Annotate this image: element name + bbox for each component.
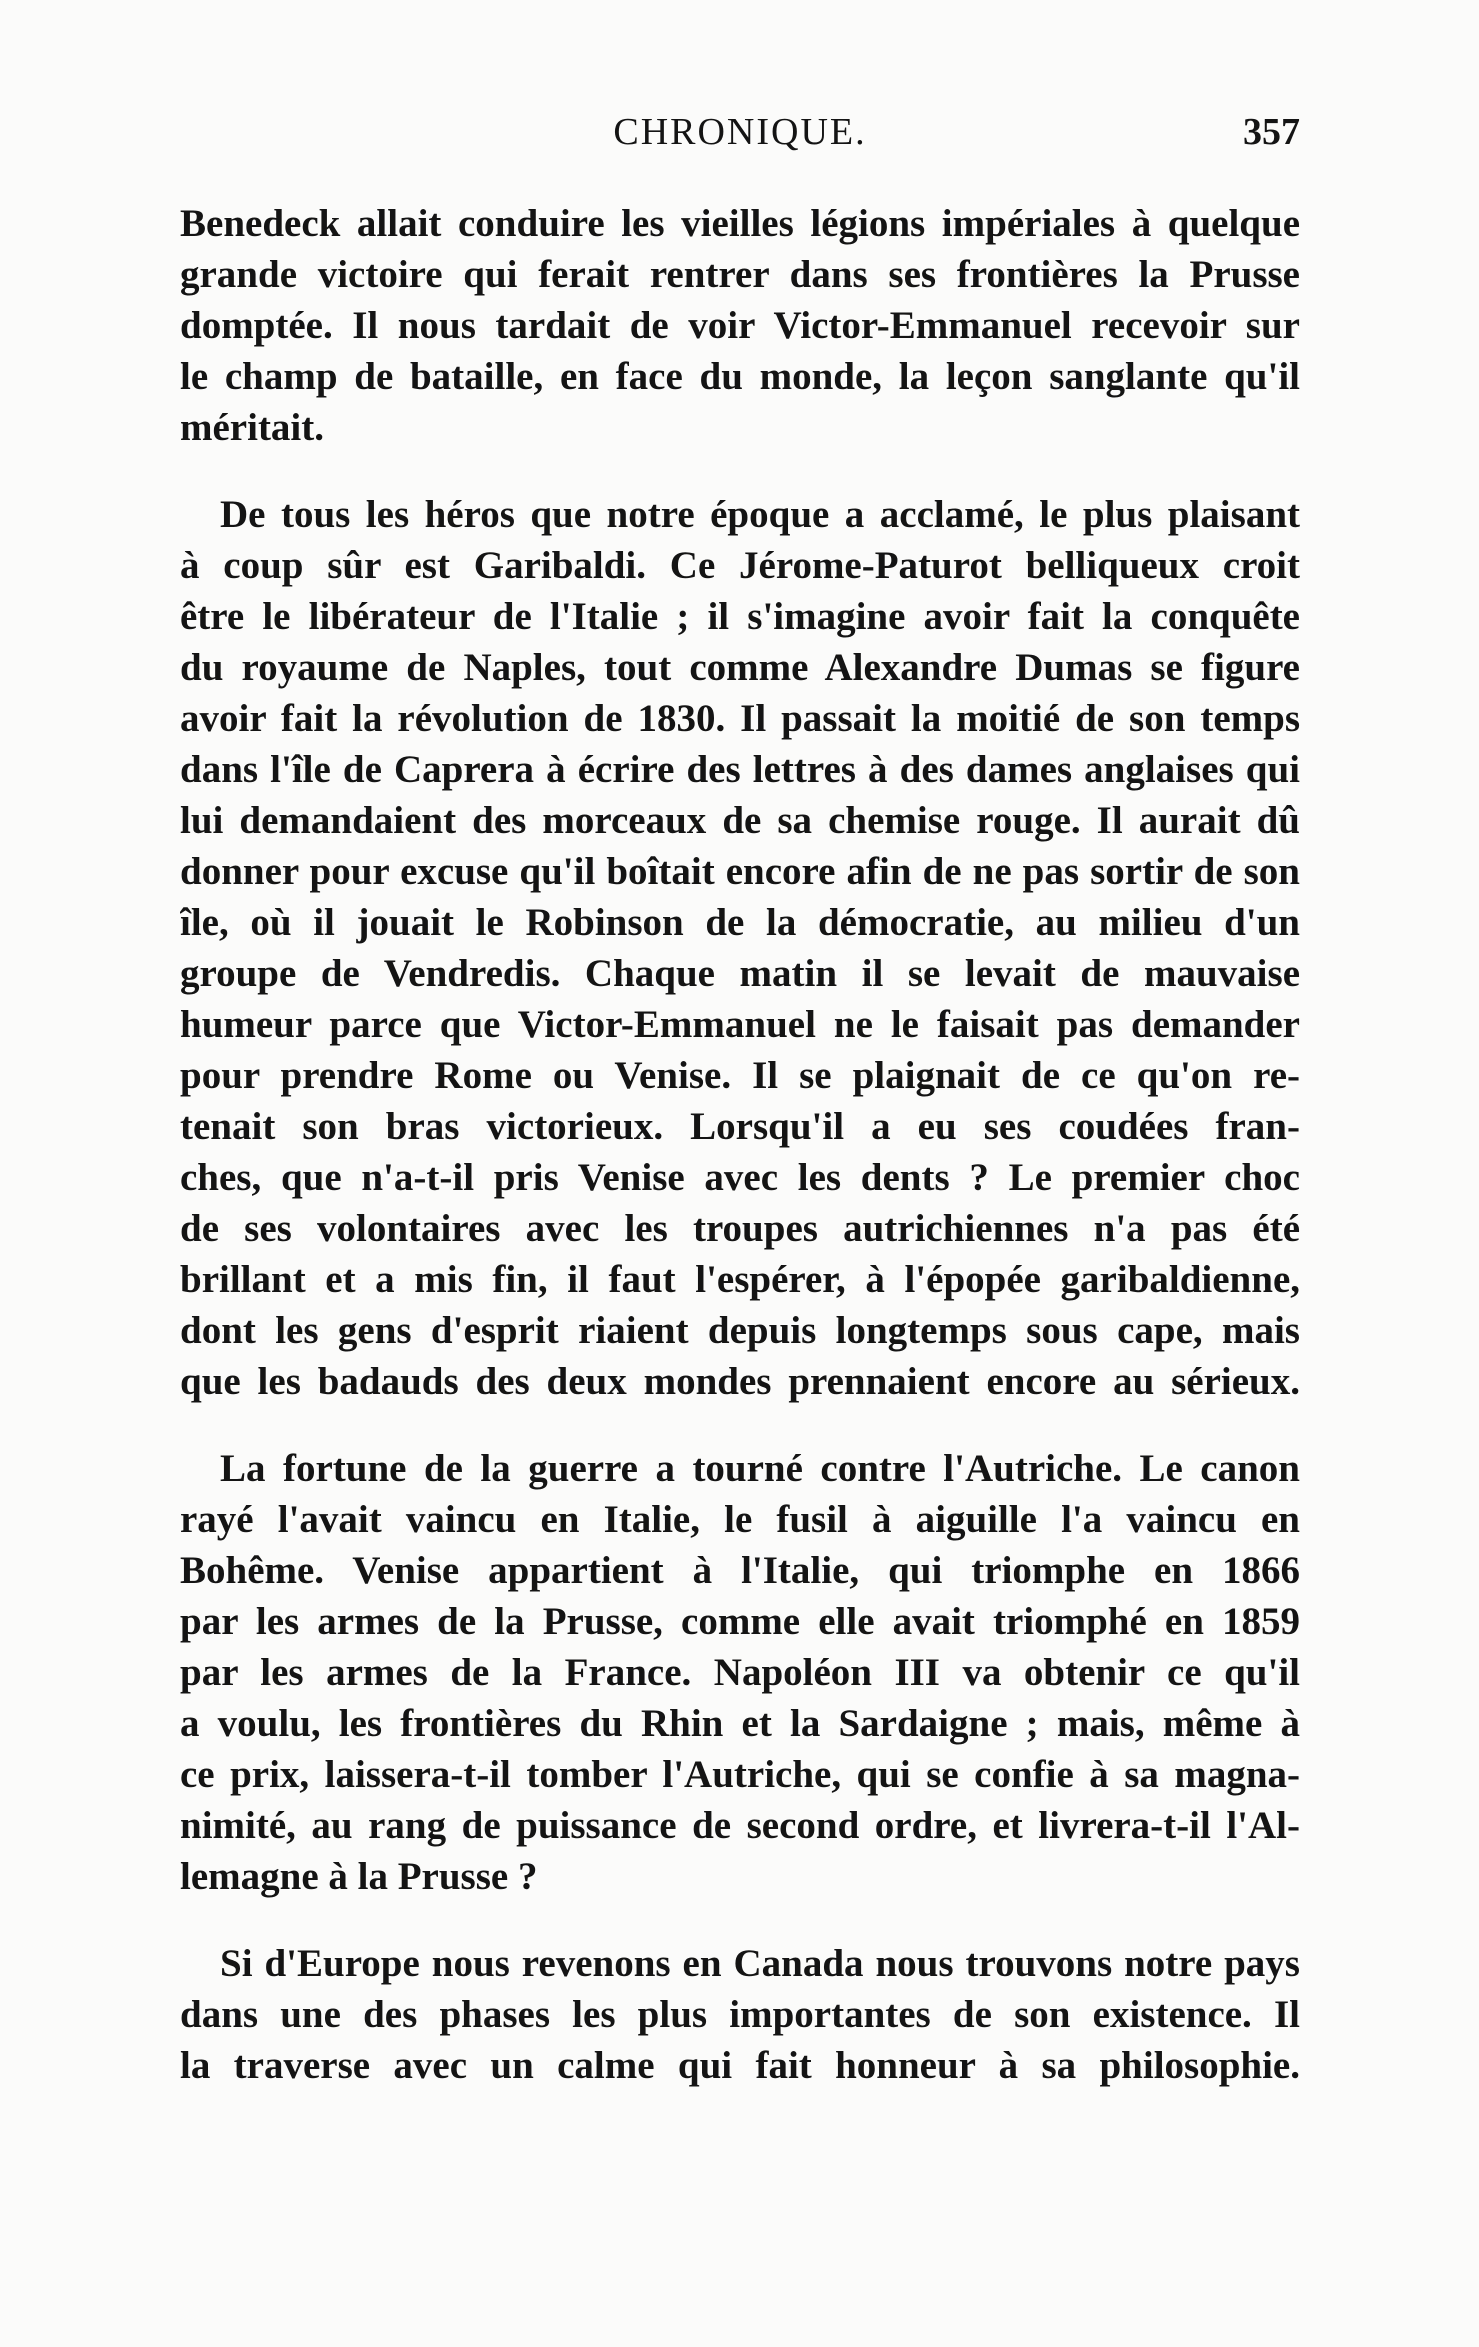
text-line: groupe de Vendredis. Chaque matin il se levait de mauvaise [180,952,1300,995]
text-line: lemagne à la Prusse ? [180,1855,538,1898]
text-line: brillant et a mis fin, il faut l'espérer, à l'épopée garibaldienne, [180,1258,1300,1301]
paragraph-1 [180,198,1300,453]
text-line: La fortune de la guerre a tourné contre l'Autriche. Le canon [220,1447,1300,1490]
text-line: donner pour excuse qu'il boîtait encore afin de ne pas sortir de son [180,850,1300,893]
text-line: a voulu, les frontières du Rhin et la Sardaigne ; mais, même à [180,1702,1300,1745]
text-line: ce prix, laissera-t-il tomber l'Autriche, qui se confie à sa magna- [180,1753,1300,1796]
text-line: dont les gens d'esprit riaient depuis longtemps sous cape, mais [180,1309,1300,1352]
text-line: nimité, au rang de puissance de second ordre, et livrera-t-il l'Al- [180,1804,1300,1847]
text-line: être le libérateur de l'Italie ; il s'imagine avoir fait la conquête [180,595,1300,638]
text-line: que les badauds des deux mondes prennaient encore au sérieux. [180,1360,1300,1403]
text-line: lui demandaient des morceaux de sa chemise rouge. Il aurait dû [180,799,1300,842]
text-line: grande victoire qui ferait rentrer dans ses frontières la Prusse [180,253,1300,296]
text-line: par les armes de la France. Napoléon III va obtenir ce qu'il [180,1651,1300,1694]
text-line: tenait son bras victorieux. Lorsqu'il a eu ses coudées fran- [180,1105,1300,1148]
body-text [180,198,1300,2127]
text-line: le champ de bataille, en face du monde, la leçon sanglante qu'il [180,355,1300,398]
text-line: avoir fait la révolution de 1830. Il passait la moitié de son temps [180,697,1300,740]
text-line: à coup sûr est Garibaldi. Ce Jérome-Paturot belliqueux croit [180,544,1300,587]
running-title: CHRONIQUE. [613,111,867,153]
paragraph-4 [180,1938,1300,2091]
paragraph-2 [180,489,1300,1407]
text-line: la traverse avec un calme qui fait honneur à sa philosophie. [180,2044,1300,2087]
text-line: domptée. Il nous tardait de voir Victor-Emmanuel recevoir sur [180,304,1300,347]
paragraph-3 [180,1443,1300,1902]
page-number: 357 [1243,111,1300,153]
text-line: De tous les héros que notre époque a acclamé, le plus plaisant [220,493,1300,536]
text-line: méritait. [180,406,325,449]
text-line: ches, que n'a-t-il pris Venise avec les dents ? Le premier choc [180,1156,1300,1199]
text-line: de ses volontaires avec les troupes autrichiennes n'a pas été [180,1207,1300,1250]
text-line: humeur parce que Victor-Emmanuel ne le faisait pas demander [180,1003,1300,1046]
text-line: Bohême. Venise appartient à l'Italie, qui triomphe en 1866 [180,1549,1300,1592]
text-line: dans une des phases les plus importantes de son existence. Il [180,1993,1300,2036]
page-header [180,110,1300,160]
text-line: du royaume de Naples, tout comme Alexandre Dumas se figure [180,646,1300,689]
text-line: rayé l'avait vaincu en Italie, le fusil à aiguille l'a vaincu en [180,1498,1300,1541]
text-line: Si d'Europe nous revenons en Canada nous trouvons notre pays [220,1942,1300,1985]
text-line: pour prendre Rome ou Venise. Il se plaignait de ce qu'on re- [180,1054,1300,1097]
text-line: Benedeck allait conduire les vieilles légions impériales à quelque [180,202,1300,245]
text-line: dans l'île de Caprera à écrire des lettres à des dames anglaises qui [180,748,1300,791]
text-line: par les armes de la Prusse, comme elle avait triomphé en 1859 [180,1600,1300,1643]
text-line: île, où il jouait le Robinson de la démocratie, au milieu d'un [180,901,1300,944]
